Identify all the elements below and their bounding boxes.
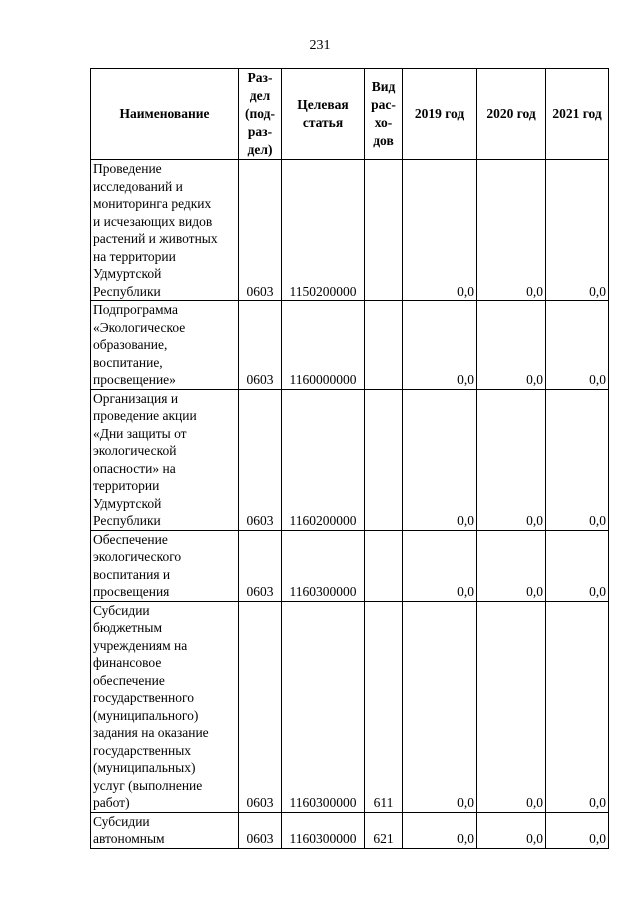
- row-article: 1160000000: [282, 301, 365, 390]
- row-name: Субсидии бюджетным учреждениям на финансовое обеспечение государственного (муниципального) задания на оказание государственных (муниципальных) услуг (выполнение работ): [91, 601, 239, 812]
- row-name: Проведение исследований и мониторинга редких и исчезающих видов растений и животных на территории Удмуртской Республики: [91, 160, 239, 301]
- header-2019: 2019 год: [403, 69, 477, 160]
- header-name: Наименование: [91, 69, 239, 160]
- row-name: Организация и проведение акции «Дни защиты от экологической опасности» на территории Удмуртской Республики: [91, 389, 239, 530]
- table-row: [91, 301, 609, 390]
- row-article: 1160300000: [282, 601, 365, 812]
- row-expense: [365, 160, 403, 301]
- row-2021: 0,0: [546, 160, 609, 301]
- row-name: Подпрограмма «Экологическое образование, воспитание, просвещение»: [91, 301, 239, 390]
- row-2019: 0,0: [403, 160, 477, 301]
- table-row: [91, 389, 609, 530]
- row-2021: 0,0: [546, 812, 609, 848]
- row-2019: 0,0: [403, 389, 477, 530]
- row-name: Субсидии автономным: [91, 812, 239, 848]
- row-article: 1160300000: [282, 812, 365, 848]
- row-expense: 621: [365, 812, 403, 848]
- row-2019: 0,0: [403, 601, 477, 812]
- row-name: Обеспечение экологического воспитания и просвещения: [91, 530, 239, 601]
- row-expense: [365, 530, 403, 601]
- row-2019: 0,0: [403, 301, 477, 390]
- row-2020: 0,0: [477, 160, 546, 301]
- row-section: 0603: [239, 601, 282, 812]
- row-2021: 0,0: [546, 601, 609, 812]
- budget-table: [90, 68, 609, 849]
- table-row: [91, 530, 609, 601]
- table-header-row: [91, 69, 609, 160]
- row-article: 1160200000: [282, 389, 365, 530]
- row-section: 0603: [239, 301, 282, 390]
- row-article: 1150200000: [282, 160, 365, 301]
- row-2020: 0,0: [477, 601, 546, 812]
- row-article: 1160300000: [282, 530, 365, 601]
- row-2021: 0,0: [546, 530, 609, 601]
- row-2021: 0,0: [546, 301, 609, 390]
- header-section: Раз- дел (под- раз- дел): [239, 69, 282, 160]
- table-row: [91, 160, 609, 301]
- row-section: 0603: [239, 160, 282, 301]
- page-number: 231: [309, 38, 331, 53]
- table-row: [91, 812, 609, 848]
- row-section: 0603: [239, 530, 282, 601]
- row-2020: 0,0: [477, 812, 546, 848]
- row-expense: 611: [365, 601, 403, 812]
- header-expense-type: Вид рас- хо- дов: [365, 69, 403, 160]
- row-section: 0603: [239, 812, 282, 848]
- row-2021: 0,0: [546, 389, 609, 530]
- row-expense: [365, 301, 403, 390]
- row-2019: 0,0: [403, 812, 477, 848]
- row-section: 0603: [239, 389, 282, 530]
- table-row: [91, 601, 609, 812]
- row-expense: [365, 389, 403, 530]
- row-2020: 0,0: [477, 530, 546, 601]
- row-2020: 0,0: [477, 301, 546, 390]
- header-2021: 2021 год: [546, 69, 609, 160]
- header-target-article: Целевая статья: [282, 69, 365, 160]
- row-2019: 0,0: [403, 530, 477, 601]
- header-2020: 2020 год: [477, 69, 546, 160]
- row-2020: 0,0: [477, 389, 546, 530]
